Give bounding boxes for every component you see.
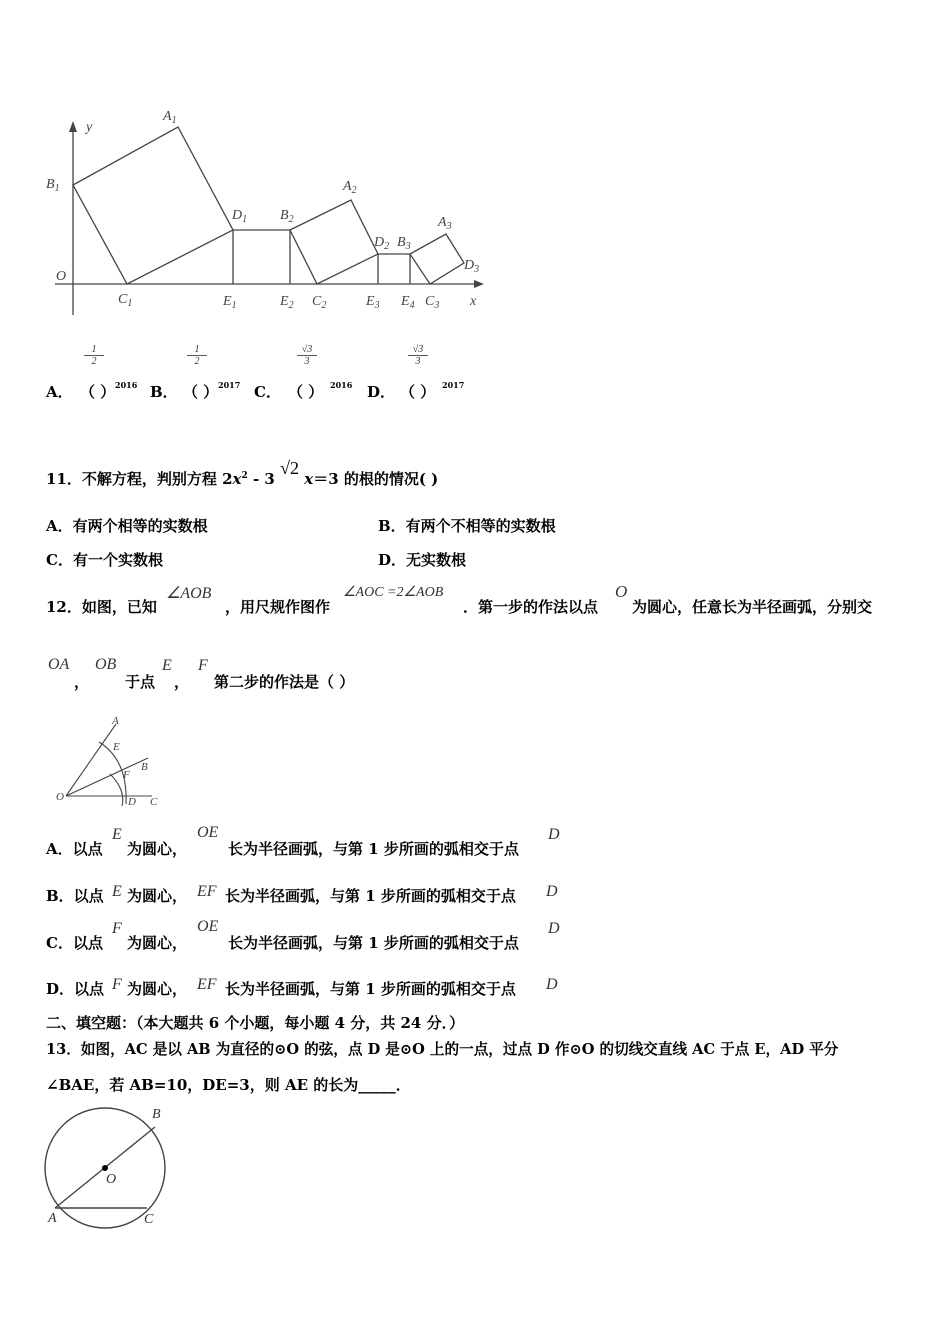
fig-label-b: B [141, 761, 148, 773]
q10-d-fraction: $\frac{√3}{3}$ [408, 344, 428, 367]
q12-b-text-2: 为圆心， [127, 887, 188, 905]
label-C2: $C_2$ [312, 294, 327, 311]
q10-option-d-letter: D． [367, 383, 396, 401]
q12-stem-5: 于点 [125, 673, 156, 691]
circle-label-c: C [144, 1212, 154, 1227]
fig-label-f: F [123, 769, 130, 781]
label-C3: $C_3$ [425, 294, 440, 311]
label-C1: $C_1$ [118, 292, 133, 309]
q12-a-center: E [112, 826, 122, 843]
q12-point-f: F [198, 657, 208, 674]
label-A3: $A_3$ [438, 215, 452, 232]
label-O: O [56, 269, 67, 284]
q12-c-point: D [548, 920, 560, 937]
center-point [102, 1165, 108, 1171]
angle-construction-figure [44, 712, 174, 812]
q10-option-b-letter: B． [150, 383, 178, 401]
q12-b-text-1: B．以点 [46, 887, 104, 905]
q10-a-fraction: $\frac{1}{2}$ [84, 344, 104, 367]
q10-option-a-paren: （ ） [80, 383, 116, 401]
q12-comma-2: ， [174, 673, 190, 691]
q12-stem-4: 为圆心，任意长为半径画弧，分别交 [632, 598, 873, 616]
q12-stem-6: 第二步的作法是（ ） [214, 673, 355, 691]
q10-option-d-paren: （ ） [400, 383, 436, 401]
q10-option-a-letter: A． [46, 383, 73, 401]
x-axis-arrow [474, 280, 484, 288]
q12-c-center: F [112, 920, 122, 937]
label-B1: $B_1$ [46, 177, 60, 194]
q12-angle-eq: ∠AOC =2∠AOB [343, 585, 444, 600]
label-D2: $D_2$ [374, 235, 390, 252]
squares-figure [40, 105, 500, 330]
q12-b-center: E [112, 883, 122, 900]
q10-option-c-letter: C． [254, 383, 281, 401]
fig-label-d: D [128, 796, 136, 808]
q13-line-2: ∠BAE，若 AB=10，DE=3，则 AE 的长为_____． [46, 1076, 411, 1094]
label-D1: $D_1$ [232, 208, 248, 225]
label-A1: $A_1$ [163, 109, 177, 126]
q11-option-c: C．有一个实数根 [46, 551, 163, 569]
label-E4: $E_4$ [401, 294, 415, 311]
ray-oa [66, 724, 116, 796]
arc-2 [110, 774, 123, 806]
square-1 [73, 127, 233, 284]
fig-label-o: O [56, 791, 64, 803]
label-D3: $D_3$ [464, 258, 480, 275]
q12-point-o: O [615, 582, 628, 601]
section-2-title: 二、填空题：（本大题共 6 个小题，每小题 4 分，共 24 分．） [46, 1014, 465, 1032]
q10-option-b-paren: （ ） [183, 383, 219, 401]
label-E3: $E_3$ [366, 294, 380, 311]
q12-d-point: D [546, 976, 558, 993]
q12-angle-aob: ∠AOB [166, 585, 212, 602]
q12-b-radius: EF [197, 883, 217, 900]
q10-option-c-paren: （ ） [288, 383, 324, 401]
circle-label-o: O [106, 1172, 117, 1187]
q12-d-radius: EF [197, 976, 217, 993]
q12-stem-1: 12．如图，已知 [46, 598, 157, 616]
q12-comma-1: ， [74, 673, 90, 691]
q12-c-text-2: 为圆心， [127, 934, 188, 952]
q12-c-text-1: C．以点 [46, 934, 103, 952]
q12-a-text-3: 长为半径画弧，与第 1 步所画的弧相交于点 [228, 840, 519, 858]
q12-stem-2: ，用尺规作图作 [225, 598, 331, 616]
q12-a-text-1: A．以点 [46, 840, 103, 858]
label-y: y [86, 120, 93, 135]
label-A2: $A_2$ [343, 179, 357, 196]
q12-b-text-3: 长为半径画弧，与第 1 步所画的弧相交于点 [225, 887, 516, 905]
label-B2: $B_2$ [280, 208, 294, 225]
q12-a-point: D [548, 826, 560, 843]
q11-option-b: B．有两个不相等的实数根 [378, 517, 556, 535]
q12-ray-oa: OA [48, 656, 70, 673]
label-E1: $E_1$ [223, 294, 237, 311]
q12-d-text-2: 为圆心， [127, 980, 188, 998]
fig-label-a: A [112, 715, 119, 727]
q10-c-fraction: $\frac{√3}{3}$ [297, 344, 317, 367]
rect-2 [378, 254, 410, 284]
q12-d-center: F [112, 976, 122, 993]
q12-ray-ob: OB [95, 656, 117, 673]
q10-option-c-exp: 2016 [330, 380, 353, 390]
label-x: x [470, 294, 477, 309]
q12-b-point: D [546, 883, 558, 900]
q10-option-b-exp: 2017 [218, 380, 241, 390]
square-3 [410, 234, 464, 284]
q12-c-text-3: 长为半径画弧，与第 1 步所画的弧相交于点 [228, 934, 519, 952]
q10-option-a-exp: 2016 [115, 380, 138, 390]
square-2 [290, 200, 378, 284]
q12-a-radius: OE [197, 824, 219, 841]
circle-figure [40, 1100, 175, 1235]
q10-option-d-exp: 2017 [442, 380, 465, 390]
label-E2: $E_2$ [280, 294, 294, 311]
label-B3: $B_3$ [397, 235, 411, 252]
q12-c-radius: OE [197, 918, 219, 935]
q11-stem: 11．不解方程，判别方程 $2x^2 - 3$ √2 x＝3 的根的情况( ) [46, 458, 439, 488]
q12-d-text-3: 长为半径画弧，与第 1 步所画的弧相交于点 [225, 980, 516, 998]
y-axis-arrow [69, 121, 77, 132]
q12-point-e: E [162, 657, 172, 674]
q11-option-a: A．有两个相等的实数根 [46, 517, 208, 535]
q12-a-text-2: 为圆心， [127, 840, 188, 858]
q11-option-d: D．无实数根 [378, 551, 467, 569]
q12-d-text-1: D．以点 [46, 980, 105, 998]
circle-label-a: A [48, 1211, 57, 1226]
fig-label-c: C [150, 796, 158, 808]
fig-label-e: E [113, 741, 120, 753]
q10-b-fraction: $\frac{1}{2}$ [187, 344, 207, 367]
ray-ob [66, 758, 148, 796]
rect-1 [233, 230, 290, 284]
q13-line-1: 13．如图，AC 是以 AB 为直径的⊙O 的弦，点 D 是⊙O 上的一点，过点 D 作⊙O 的切线交直线 AC 于点 E，AD 平分 [46, 1041, 839, 1058]
q12-stem-3: ．第一步的作法以点 [463, 598, 599, 616]
circle-label-b: B [152, 1107, 161, 1122]
